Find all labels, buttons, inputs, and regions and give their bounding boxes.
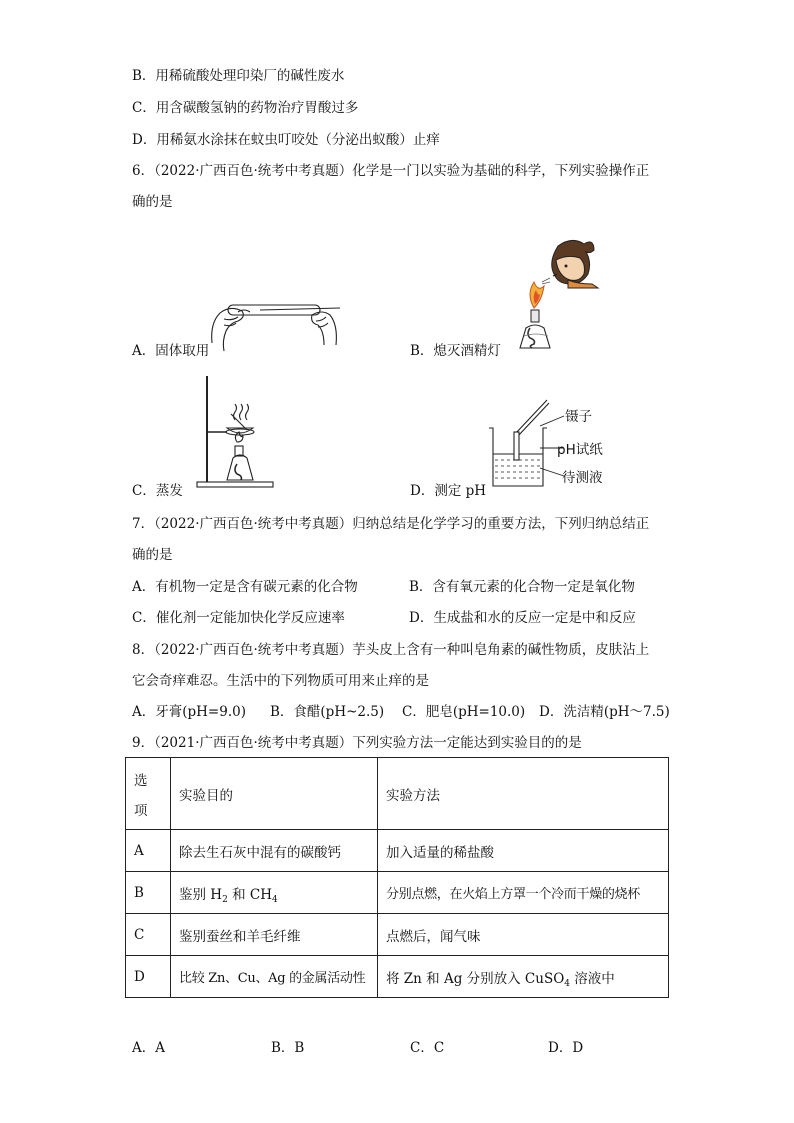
table-row: [126, 830, 669, 872]
header-option: [126, 758, 171, 830]
q9-options-row: [132, 1038, 672, 1058]
purpose-part: 和 CH: [232, 886, 273, 903]
q8-option-a: A．牙膏(pH=9.0): [132, 704, 246, 720]
header-purpose: 实验目的: [171, 758, 378, 830]
row-method: 点燃后，闻气味: [378, 914, 669, 956]
q9-experiment-table: [125, 757, 669, 998]
q5-option-d: D．用稀氨水涂抹在蚊虫叮咬处（分泌出蚁酸）止痒: [132, 132, 440, 148]
q6-option-c: C．蒸发: [132, 483, 183, 499]
q6-option-d: D．测定 pH: [410, 483, 487, 499]
row-option: D: [126, 956, 171, 998]
q8-stem-line1: 8．（2022·广西百色·统考中考真题）芋头皮上含有一种叫皂角素的碱性物质，皮肤沾上: [132, 642, 650, 658]
q5-option-b: B．用稀硫酸处理印染厂的碱性废水: [132, 68, 345, 84]
q7-stem-line2: 确的是: [132, 547, 173, 563]
q7-option-d: D．生成盐和水的反应一定是中和反应: [409, 610, 636, 626]
row-purpose: [171, 872, 378, 914]
table-header-row: [126, 758, 669, 830]
q6-option-a: A．固体取用: [132, 343, 210, 359]
subscript: 2: [222, 894, 228, 905]
q9-option-d: D．D: [548, 1040, 584, 1056]
q7-stem-line1: 7．（2022·广西百色·统考中考真题）归纳总结是化学学习的重要方法，下列归纳总结正: [132, 516, 650, 532]
row-purpose: 除去生石灰中混有的碳酸钙: [171, 830, 378, 872]
row-method: [378, 956, 669, 998]
subscript: 4: [564, 978, 570, 989]
figure-evaporation: [195, 372, 275, 490]
row-method: 分别点燃，在火焰上方罩一个冷而干燥的烧杯: [378, 872, 669, 914]
figure-solid-sampling: [200, 285, 350, 355]
row-option: A: [126, 830, 171, 872]
q9-stem: 9．（2021·广西百色·统考中考真题）下列实验方法一定能达到实验目的的是: [132, 735, 582, 751]
label-test-liquid: 待测液: [562, 470, 603, 486]
row-method: 加入适量的稀盐酸: [378, 830, 669, 872]
header-option-line2: 项: [134, 802, 148, 819]
table-row: [126, 956, 669, 998]
q5-option-c: C．用含碳酸氢钠的药物治疗胃酸过多: [132, 100, 359, 116]
q6-option-b: B．熄灭酒精灯: [410, 343, 501, 359]
q6-stem-line1: 6．（2022·广西百色·统考中考真题）化学是一门以实验为基础的科学，下列实验操作正: [132, 163, 650, 179]
q7-option-c: C．催化剂一定能加快化学反应速率: [132, 610, 345, 626]
label-ph-paper: pH试纸: [557, 442, 603, 458]
q8-option-b: B．食醋(pH~2.5): [270, 704, 385, 720]
q9-option-c: C．C: [410, 1040, 445, 1056]
q8-option-d: D．洗洁精(pH～7.5): [539, 704, 670, 720]
header-option-line1: 选: [134, 772, 148, 789]
q8-option-c: C．肥皂(pH=10.0): [402, 704, 526, 720]
header-method: 实验方法: [378, 758, 669, 830]
method-part: 溶液中: [574, 970, 615, 987]
row-purpose: 鉴别蚕丝和羊毛纤维: [171, 914, 378, 956]
method-part: 将 Zn 和 Ag 分别放入 CuSO: [386, 970, 565, 987]
figure-blow-out-lamp: [510, 238, 600, 353]
q9-option-b: B．B: [271, 1040, 305, 1056]
q7-option-b: B．含有氧元素的化合物一定是氧化物: [409, 579, 635, 595]
q8-options-row: [132, 702, 672, 722]
table-row: [126, 914, 669, 956]
purpose-part: 鉴别 H: [179, 886, 223, 903]
q9-option-a: A．A: [132, 1040, 165, 1056]
row-option: C: [126, 914, 171, 956]
q7-option-a: A．有机物一定是含有碳元素的化合物: [132, 579, 358, 595]
row-purpose: 比较 Zn、Cu、Ag 的金属活动性: [171, 956, 378, 998]
q6-stem-line2: 确的是: [132, 194, 173, 210]
q8-stem-line2: 它会奇痒难忍。生活中的下列物质可用来止痒的是: [132, 673, 429, 689]
table-row: [126, 872, 669, 914]
row-option: B: [126, 872, 171, 914]
label-tweezers: 镊子: [565, 409, 592, 425]
subscript: 4: [272, 894, 278, 905]
